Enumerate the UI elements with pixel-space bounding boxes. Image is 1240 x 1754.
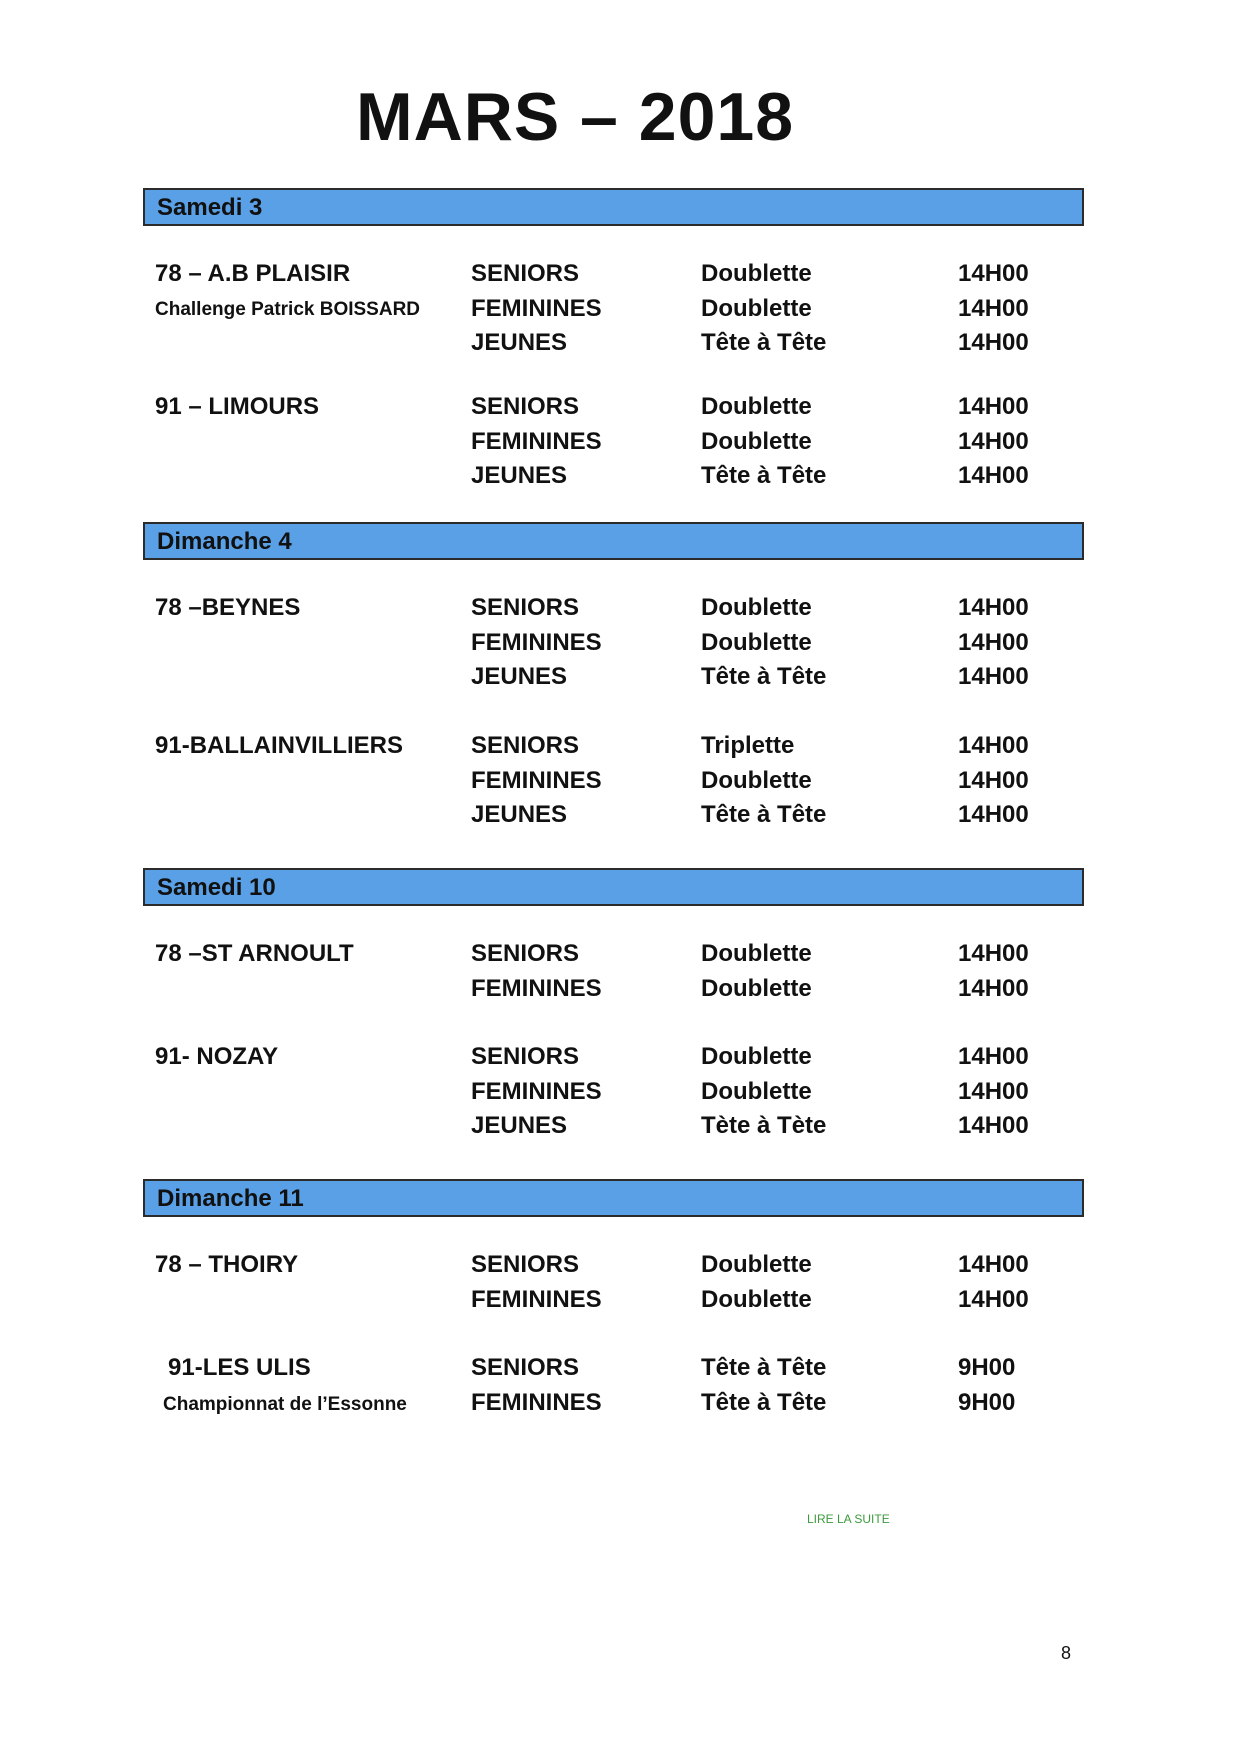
event-format: Doublette [701, 767, 812, 794]
event-time: 14H00 [958, 940, 1029, 967]
event-category: FEMININES [471, 295, 602, 322]
event-row [0, 462, 1240, 492]
event-time: 9H00 [958, 1354, 1016, 1381]
event-category: FEMININES [471, 428, 602, 455]
event-format: Tête à Tête [701, 329, 827, 356]
read-more-link[interactable]: LIRE LA SUITE [807, 1512, 890, 1526]
event-time: 14H00 [958, 732, 1029, 759]
event-category: FEMININES [471, 1286, 602, 1313]
day-header [143, 188, 1084, 226]
event-row [0, 1112, 1240, 1142]
event-format: Tête à Tête [701, 1389, 827, 1416]
event-category: FEMININES [471, 767, 602, 794]
event-time: 14H00 [958, 462, 1029, 489]
event-row [0, 940, 1240, 970]
event-time: 14H00 [958, 663, 1029, 690]
event-row [0, 393, 1240, 423]
event-category: SENIORS [471, 732, 580, 759]
event-row [0, 629, 1240, 659]
club-name: 78 – A.B PLAISIR [155, 260, 351, 287]
event-category: FEMININES [471, 1078, 602, 1105]
event-category: SENIORS [471, 393, 580, 420]
event-row [0, 801, 1240, 831]
event-time: 14H00 [958, 801, 1029, 828]
event-row [0, 329, 1240, 359]
event-format: Doublette [701, 975, 812, 1002]
event-row [0, 732, 1240, 762]
event-time: 14H00 [958, 1112, 1029, 1139]
event-format: Tète à Tète [701, 1112, 827, 1139]
event-category: FEMININES [471, 1389, 602, 1416]
event-category: SENIORS [471, 260, 580, 287]
event-format: Doublette [701, 295, 812, 322]
club-name: 91- NOZAY [155, 1043, 279, 1070]
event-format: Triplette [701, 732, 795, 759]
event-category: JEUNES [471, 462, 568, 489]
event-format: Tête à Tête [701, 1354, 827, 1381]
event-category: FEMININES [471, 629, 602, 656]
event-category: SENIORS [471, 1251, 580, 1278]
event-time: 14H00 [958, 1043, 1029, 1070]
day-header [143, 868, 1084, 906]
event-time: 14H00 [958, 1251, 1029, 1278]
event-format: Doublette [701, 393, 812, 420]
event-category: SENIORS [471, 940, 580, 967]
event-row [0, 1389, 1240, 1419]
event-row [0, 260, 1240, 290]
event-row [0, 594, 1240, 624]
event-row [0, 1286, 1240, 1316]
day-label: Samedi 3 [157, 194, 263, 221]
event-category: JEUNES [471, 329, 568, 356]
club-name: 78 –ST ARNOULT [155, 940, 354, 967]
day-label: Dimanche 11 [157, 1185, 304, 1212]
event-category: SENIORS [471, 1043, 580, 1070]
event-row [0, 428, 1240, 458]
event-category: SENIORS [471, 594, 580, 621]
club-name: 78 –BEYNES [155, 594, 301, 621]
event-time: 14H00 [958, 975, 1029, 1002]
event-format: Tête à Tête [701, 801, 827, 828]
event-time: 14H00 [958, 428, 1029, 455]
event-format: Doublette [701, 629, 812, 656]
event-time: 14H00 [958, 1286, 1029, 1313]
event-format: Doublette [701, 1043, 812, 1070]
event-time: 9H00 [958, 1389, 1016, 1416]
event-time: 14H00 [958, 767, 1029, 794]
event-time: 14H00 [958, 393, 1029, 420]
event-category: JEUNES [471, 1112, 568, 1139]
event-format: Doublette [701, 940, 812, 967]
page-title: MARS – 2018 [355, 79, 795, 155]
event-time: 14H00 [958, 295, 1029, 322]
event-time: 14H00 [958, 629, 1029, 656]
day-label: Samedi 10 [157, 874, 276, 901]
event-category: FEMININES [471, 975, 602, 1002]
event-row [0, 663, 1240, 693]
event-row [0, 1354, 1240, 1384]
event-row [0, 975, 1240, 1005]
day-header [143, 522, 1084, 560]
event-format: Doublette [701, 594, 812, 621]
event-format: Doublette [701, 260, 812, 287]
club-name: 78 – THOIRY [155, 1251, 299, 1278]
event-row [0, 1043, 1240, 1073]
event-row [0, 295, 1240, 325]
club-name: 91-BALLAINVILLIERS [155, 732, 404, 759]
club-name: 91 – LIMOURS [155, 393, 320, 420]
club-subtitle: Challenge Patrick BOISSARD [155, 299, 421, 320]
event-format: Doublette [701, 1286, 812, 1313]
event-row [0, 1251, 1240, 1281]
club-subtitle: Championnat de l’Essonne [163, 1394, 407, 1415]
day-label: Dimanche 4 [157, 528, 292, 555]
event-category: JEUNES [471, 801, 568, 828]
event-category: SENIORS [471, 1354, 580, 1381]
event-row [0, 1078, 1240, 1108]
event-category: JEUNES [471, 663, 568, 690]
day-header [143, 1179, 1084, 1217]
event-time: 14H00 [958, 594, 1029, 621]
event-format: Doublette [701, 1078, 812, 1105]
event-time: 14H00 [958, 260, 1029, 287]
event-format: Tête à Tête [701, 462, 827, 489]
page-number: 8 [1061, 1643, 1072, 1663]
event-time: 14H00 [958, 1078, 1029, 1105]
event-format: Doublette [701, 428, 812, 455]
event-row [0, 767, 1240, 797]
event-time: 14H00 [958, 329, 1029, 356]
event-format: Doublette [701, 1251, 812, 1278]
event-format: Tête à Tête [701, 663, 827, 690]
club-name: 91-LES ULIS [168, 1354, 311, 1381]
